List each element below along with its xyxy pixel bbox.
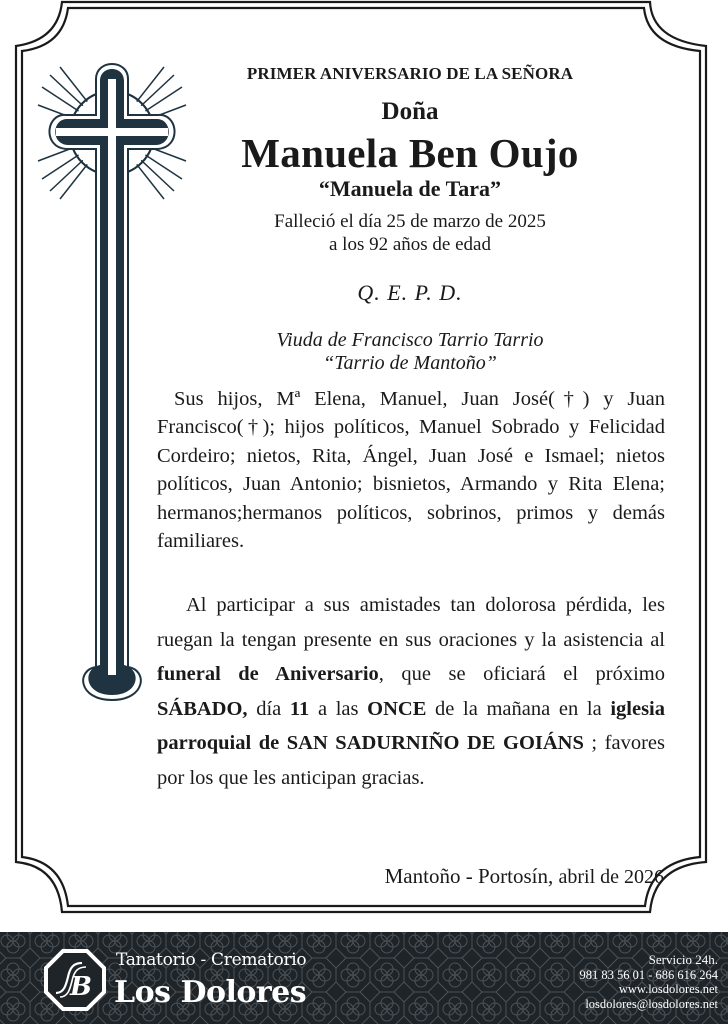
honorific: Doña — [381, 98, 439, 125]
qepd: Q. E. P. D. — [357, 280, 463, 305]
event-day: 11 — [289, 697, 310, 720]
contact-info — [579, 953, 718, 1011]
phone-numbers: 981 83 56 01 - 686 616 264 — [579, 967, 718, 982]
signoff — [385, 864, 664, 889]
notice-header: PRIMER ANIVERSARIO DE LA SEÑORA — [246, 64, 574, 83]
event-location: iglesia parroquial de SAN SADURNIÑO DE GOIÁNS — [157, 697, 666, 755]
brand-subtitle: Tanatorio - Crematorio — [116, 950, 307, 970]
invitation-text: de la mañana en la — [426, 697, 611, 720]
invitation-paragraph — [157, 588, 665, 796]
signoff-place: Mantoño - Portosín, — [384, 864, 554, 888]
deceased-nickname: “Manuela de Tara” — [318, 176, 502, 201]
website-link[interactable]: www.losdolores.net — [618, 982, 718, 996]
widow-spouse-nickname: “Tarrio de Mantoño” — [323, 352, 497, 374]
event-hour: ONCE — [367, 697, 427, 720]
death-age: a los 92 años de edad — [329, 234, 491, 255]
widow-info — [150, 329, 670, 375]
deceased-name: Manuela Ben Oujo — [241, 130, 579, 176]
event-weekday: SÁBADO, — [157, 697, 248, 720]
invitation-text: , que se oficiará el próximo — [378, 663, 666, 686]
invitation-text: Al participar a sus amistades tan dolorosa pérdida, les ruegan la tengan presente en sus oraciones y la asistencia al — [157, 594, 665, 651]
invitation-text: a las — [309, 697, 368, 720]
death-info — [150, 210, 670, 256]
email-link[interactable]: losdolores@losdolores.net — [585, 996, 718, 1011]
service-hours: Servicio 24h. — [648, 952, 718, 967]
brand-name: Los Dolores — [114, 975, 307, 1010]
invitation-text: día — [247, 697, 290, 720]
widow-of: Viuda de Francisco Tarrio Tarrio — [276, 329, 544, 351]
death-date: Falleció el día 25 de marzo de 2025 — [274, 211, 546, 232]
event-type: funeral de Aniversario — [157, 663, 379, 686]
logo-icon — [44, 949, 106, 1011]
logo-monogram: B — [70, 972, 92, 1002]
signoff-date: abril de 2026 — [558, 866, 664, 888]
family-paragraph: Sus hijos, Mª Elena, Manuel, Juan José(†) y Juan Francisco(†); hijos políticos, Manuel Sobrado y Felicidad Cordeiro; nietos, Rita, Ángel, Juan José e Ismael; nietos políticos, Juan Antonio; bisnietos, Armando y Rita Elena; hermanos;hermanos políticos, sobrinos, primos y demás familiares. — [157, 388, 665, 553]
invitation-text: ; favores por los que les anticipan gracias. — [157, 732, 665, 789]
